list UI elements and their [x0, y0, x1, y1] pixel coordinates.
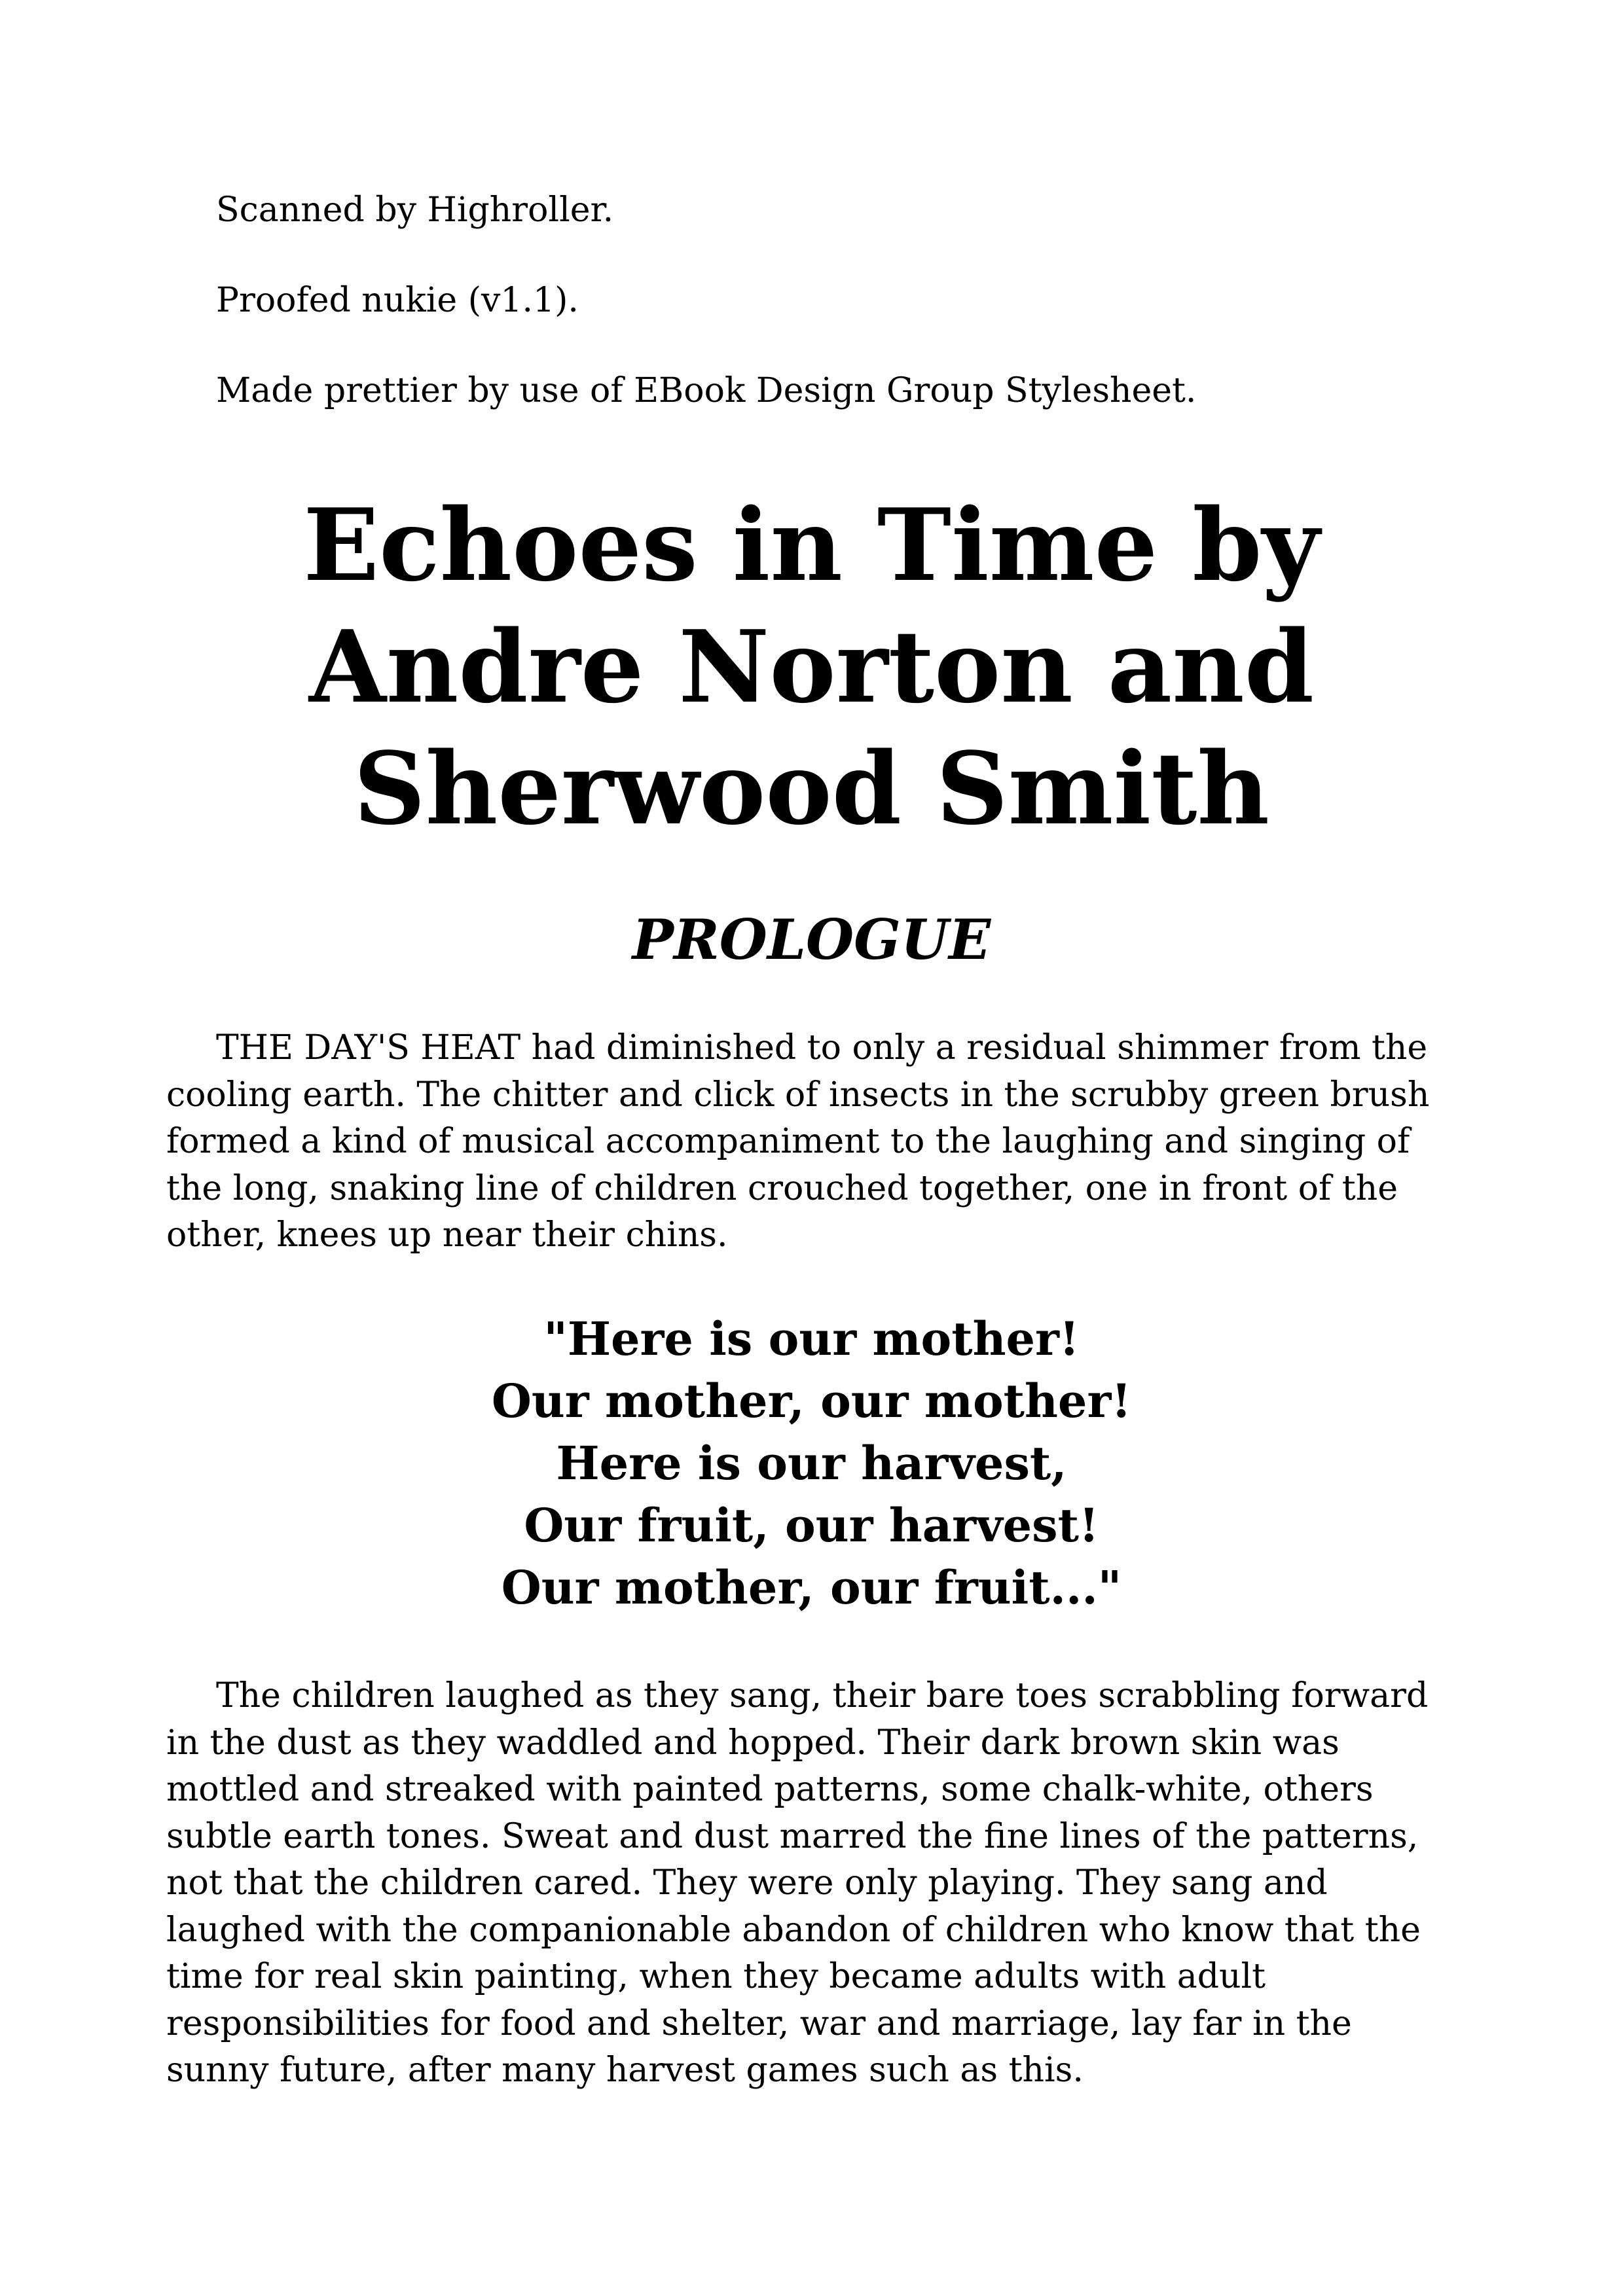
paragraph-line: laughed with the companionable abandon of children who know that the — [166, 1910, 1421, 1950]
paragraph-line: in the dust as they waddled and hopped. Their dark brown skin was — [166, 1723, 1340, 1763]
verse-line: Here is our harvest, — [556, 1436, 1067, 1490]
paragraph-line: cooling earth. The chitter and click of insects in the scrubby green brush — [166, 1075, 1430, 1115]
paragraph-line: THE DAY'S HEAT had diminished to only a residual shimmer from the — [216, 1028, 1428, 1067]
paragraph-line: the long, snaking line of children crouched together, one in front of the — [166, 1168, 1398, 1208]
paragraph-line: not that the children cared. They were only playing. They sang and — [166, 1863, 1328, 1903]
book-title — [0, 484, 1623, 850]
paragraph-line: responsibilities for food and shelter, war and marriage, lay far in the — [166, 2003, 1352, 2043]
paragraph-2 — [166, 1673, 1482, 2094]
credit-proofed: Proofed nukie (v1.1). — [216, 281, 579, 320]
paragraph-line: time for real skin painting, when they became adults with adult — [166, 1957, 1266, 1996]
verse-block — [0, 1308, 1623, 1619]
paragraph-1 — [166, 1025, 1482, 1259]
verse-line: Our fruit, our harvest! — [524, 1498, 1099, 1552]
paragraph-line: The children laughed as they sang, their bare toes scrabbling forward — [216, 1676, 1429, 1715]
credit-scanned: Scanned by Highroller. — [216, 190, 614, 230]
title-line: Echoes in Time by — [303, 486, 1320, 603]
verse-line: Our mother, our fruit..." — [501, 1560, 1122, 1615]
paragraph-line: subtle earth tones. Sweat and dust marred the fine lines of the patterns, — [166, 1816, 1419, 1856]
paragraph-line: mottled and streaked with painted patterns, some chalk-white, others — [166, 1770, 1374, 1809]
verse-line: Our mother, our mother! — [491, 1374, 1132, 1428]
paragraph-line: formed a kind of musical accompaniment to the laughing and singing of — [166, 1122, 1410, 1161]
verse-line: "Here is our mother! — [543, 1312, 1080, 1366]
paragraph-line: sunny future, after many harvest games such as this. — [166, 2051, 1084, 2090]
title-line: Sherwood Smith — [354, 730, 1269, 847]
paragraph-line: other, knees up near their chins. — [166, 1215, 728, 1255]
title-line: Andre Norton and — [308, 608, 1315, 725]
credit-stylesheet: Made prettier by use of EBook Design Group Stylesheet. — [216, 371, 1197, 410]
chapter-heading: PROLOGUE — [632, 907, 991, 972]
